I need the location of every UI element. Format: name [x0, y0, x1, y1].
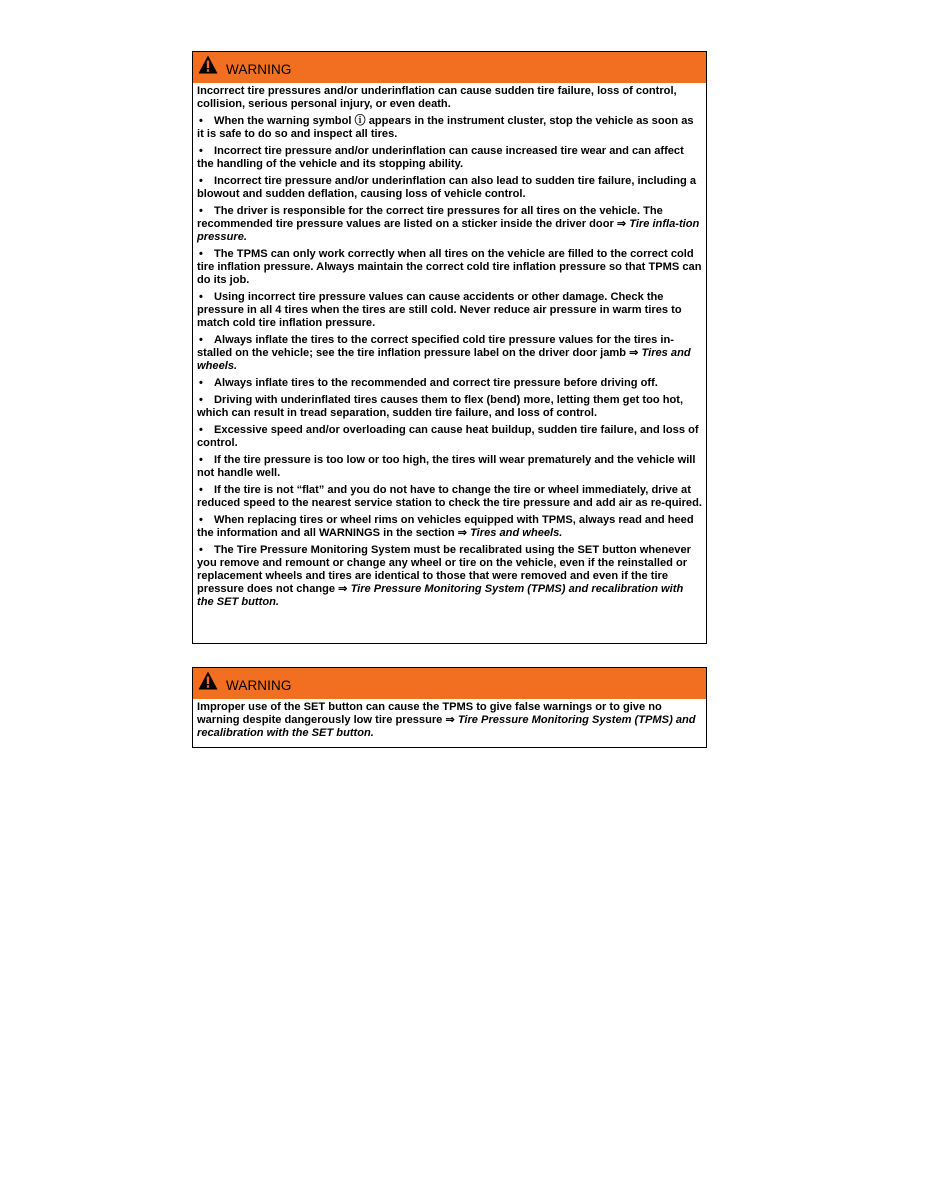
warning-item: [197, 115, 702, 141]
warning-item-text: If the tire pressure is too low or too high, the tires will wear prematurely and the vehicle will not handle well.: [197, 454, 696, 479]
warning-item: [197, 544, 702, 609]
warning-item-text: Incorrect tire pressure and/or underinflation can cause increased tire wear and can affect the handling of the vehicle and its stopping ability.: [197, 145, 684, 170]
warning-item: [197, 291, 702, 330]
warning-body: [193, 699, 706, 740]
warning-item: [197, 394, 702, 420]
warning-intro-text: Improper use of the SET button can cause the TPMS to give false warnings or to give no warning despite dangerously low tire pressure ⇒: [197, 701, 662, 726]
warning-triangle-icon: [198, 671, 218, 690]
warning-header: [193, 52, 706, 83]
bullet-icon: •: [199, 484, 203, 496]
warning-item: [197, 454, 702, 480]
warning-item-text: The TPMS can only work correctly when all tires on the vehicle are filled to the correct cold tire inflation pressure. Always maintain the correct cold tire inflation pressure so that TPMS can do its job.: [197, 248, 702, 286]
warning-item: [197, 484, 702, 510]
warning-item-text: Using incorrect tire pressure values can cause accidents or other damage. Check the pressure in all 4 tires when the tires are still cold. Never reduce air pressure in warm tires to match cold tire inflation pressure.: [197, 291, 682, 329]
bullet-icon: •: [199, 145, 203, 157]
warning-item-text: Incorrect tire pressure and/or underinflation can also lead to sudden tire failure, including a blowout and sudden deflation, causing loss of vehicle control.: [197, 175, 697, 200]
warning-item-reference: Tires and wheels.: [470, 527, 563, 539]
warning-item-text: The driver is responsible for the correct tire pressures for all tires on the vehicle. The recommended tire pressure values are listed on a sticker inside the driver door ⇒: [197, 205, 663, 230]
warning-item-text: Driving with underinflated tires causes them to flex (bend) more, letting them get too hot, which can result in tread separation, sudden tire failure, and loss of control.: [197, 394, 684, 419]
warning-item: [197, 205, 702, 244]
warning-item-text: Excessive speed and/or overloading can cause heat buildup, sudden tire failure, and loss of control.: [197, 424, 699, 449]
bullet-icon: •: [199, 205, 203, 217]
warning-intro: [197, 701, 702, 740]
bullet-icon: •: [199, 424, 203, 436]
warning-intro-reference: Tire Pressure Monitoring System (TPMS) and recalibration with the SET button.: [197, 714, 696, 739]
warning-body: [193, 83, 706, 609]
warning-header: [193, 668, 706, 699]
warning-item-text: The Tire Pressure Monitoring System must be recalibrated using the SET button whenever you remove and remount or change any wheel or tire on the vehicle, even if the reinstalled or replacement wheels and tires are identical to those that were removed and even if the tire pressure does not change ⇒: [197, 544, 691, 595]
warning-intro: Incorrect tire pressures and/or underinflation can cause sudden tire failure, loss of control, collision, serious personal injury, or even death.: [197, 85, 677, 110]
warning-item: [197, 377, 702, 390]
bullet-icon: •: [199, 175, 203, 187]
warning-item-text: Always inflate tires to the recommended and correct tire pressure before driving off.: [214, 377, 658, 389]
warning-item: [197, 145, 702, 171]
warning-item-text: When the warning symbol ⓘ appears in the instrument cluster, stop the vehicle as soon as it is safe to do so and inspect all tires.: [197, 115, 694, 140]
bullet-icon: •: [199, 377, 203, 389]
bullet-icon: •: [199, 454, 203, 466]
bullet-icon: •: [199, 394, 203, 406]
warning-item-list: [197, 115, 702, 609]
warning-item-reference: Tire infla-tion pressure.: [197, 218, 700, 243]
warning-title: WARNING: [226, 62, 292, 77]
warning-box-tire-pressure: [192, 51, 707, 644]
warning-title: WARNING: [226, 678, 292, 693]
bullet-icon: •: [199, 544, 203, 556]
warning-triangle-icon: [198, 55, 218, 74]
warning-item-reference: Tires and wheels.: [197, 347, 691, 372]
warning-item: [197, 514, 702, 540]
warning-box-set-button: [192, 667, 707, 748]
warning-item-reference: Tire Pressure Monitoring System (TPMS) and recalibration with the SET button.: [197, 583, 684, 608]
warning-item: [197, 334, 702, 373]
warning-item: [197, 424, 702, 450]
bullet-icon: •: [199, 291, 203, 303]
bullet-icon: •: [199, 334, 203, 346]
warning-item: [197, 248, 702, 287]
warning-item-text: Always inflate the tires to the correct specified cold tire pressure values for the tires in-stalled on the vehicle; see the tire inflation pressure label on the driver door jamb ⇒: [197, 334, 674, 359]
warning-item-text: When replacing tires or wheel rims on vehicles equipped with TPMS, always read and heed the information and all WARNINGS in the section ⇒: [197, 514, 694, 539]
warning-item-text: If the tire is not “flat” and you do not have to change the tire or wheel immediately, drive at reduced speed to the nearest service station to check the tire pressure and add air as re-quired.: [197, 484, 702, 509]
bullet-icon: •: [199, 248, 203, 260]
warning-item: [197, 175, 702, 201]
bullet-icon: •: [199, 115, 203, 127]
bullet-icon: •: [199, 514, 203, 526]
